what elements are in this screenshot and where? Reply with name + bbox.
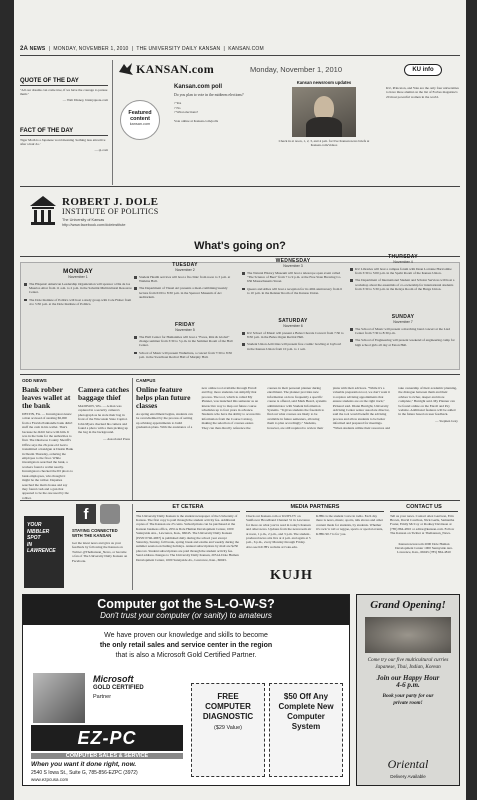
coupon-50-off[interactable] [269,683,343,777]
ezpc-address: 2540 S Iowa St., Suite G, 785-856-EZPC (3972) [31,770,138,776]
day-date: November 3 [283,264,303,268]
odd-news-story-1 [22,386,74,504]
poll-option-yes[interactable]: ? Yes [174,101,182,106]
media-header: MEDIA PARTNERS [290,504,340,510]
opening-line: Come try our five multicultural curries [367,657,449,663]
contact-header: CONTACT US [406,504,442,510]
day-name: THURSDAY [388,254,418,260]
facebook-icon[interactable]: f [76,504,96,524]
odd-news-section [22,378,130,383]
calendar-event: KU School of Music will present a Bales Chorale Concert from 7:30 to 8:30 p.m. in the Bales Organ Recital Hall. [242,331,344,339]
staying-connected-title: STAYING CONNECTED WITH THE KANSAN [72,528,118,538]
quote-header: QUOTE OF THE DAY [20,78,79,84]
calendar-event: The School of Music will present a marching band concert at the Lied Center from 7:30 to 8:30 p.m. [350,327,456,335]
anchor-photo [292,87,356,137]
calendar-event: KU Libraries will host a campus forum with Dean Lorraine Haricombe from 3:30 to 5:00 p.m. in the Spahr Room of the Kansas Union. [350,267,456,275]
calendar-event: School of Music will present Wuhultura, a concert from 7:30 to 8:30 p.m. in the Swarthout Recital Hall of Murphy Hall. [134,351,236,359]
microsoft-badge [93,675,177,702]
story-headline: Camera catches baggage thief [78,386,130,402]
etcetera-body: The University Daily Kansan is the student newspaper of the University of Kansas. The first copy is paid through the student activity fee. Additional copies of The Kansan are 25 cents. Subscriptions can be purchased at the Kansan business office, 2051A Dole Human Development Center, 1000 Sunnyside Ave., Lawrence, Kan., 66045. The University Daily Kansan (ISSN 0746-4967) is published daily during the school year except Saturday, Sunday, fall break, spring break and exams and weekly during the summer session excluding holidays. Annual subscriptions by mail are $250 plus tax. Student subscriptions are paid through the student activity fee. Send address changes to The University Daily Kansan, 2051A Dole Human Development Center, 1000 Sunnyside Av., Lawrence, Kan., 66045. [136,513,239,562]
featured-line3: kansan.com [129,122,151,126]
fact-text: Tiger Moth is a Japanese word meaning 'nothing less attractive after a hair do.' [20,137,106,146]
media-col1: Check out Kansan.com or KUJH-TV on Sunflower Broadband Channel 31 in Lawrence for more on what you've read in today's Kansan and other news. Updates from the newsroom air at noon, 1 p.m., 2 p.m., and 3 p.m. The student-produced news airs live at 4 p.m. and again at 5 p.m., 6 p.m., every Monday through Friday. Also see KUJH's website at tv.ku.edu. [246,514,312,549]
day-date: November 1 [68,275,88,279]
ezpc-footer: When you want it done right, now. [31,761,137,768]
masthead-date: Monday, November 1, 2010 [250,65,342,74]
day-name: FRIDAY [175,322,195,328]
calendar-day-thursday [350,254,456,291]
campus-section [136,378,458,383]
day-name: MONDAY [62,268,94,275]
featured-line2: content [130,116,150,122]
newsroom-caption: Check in at noon, 1, 2, 3, and 4 p.m. for live Kansan news briefs at Kansan.com/videos [278,139,370,148]
delivery-text: Delivery Available [390,774,426,779]
food-photo [365,617,451,653]
etcetera-header: ET CETERA [172,504,204,510]
calendar-day-tuesday [134,262,236,299]
ku-info-text: KU, Princeton, and Yale are the only four universities to have three alumni on the list of Forbes magazine's 20 most powerful women in the world. [386,86,459,99]
featured-content-badge [120,100,160,140]
calendar-event: The Dole Institute of Politics will host a study group with Cole Fisher from 4 to 5:30 p.m. at the Dole Institute of Politics. [24,298,132,306]
poll-option-no[interactable]: ? No [174,105,181,110]
calendar-event: The School of Engineering will present weekend of engineering camp for high school girls all day at Eaton Hall. [350,338,456,346]
page-number: 2A [20,46,29,52]
calendar-day-sunday [350,314,456,347]
contact-us [390,504,458,555]
calendar-day-monday [24,268,132,306]
day-date: November 7 [393,320,413,324]
dole-institute-banner [28,194,248,230]
featured-line1: Featured [128,110,152,116]
calendar-title: What's going on? [194,240,286,252]
quote-text: "All our dreams can come true, if we have the courage to pursue them." [20,87,108,96]
kansan-poll [174,84,266,123]
newsroom-title: Kansan newsroom updates [296,80,352,85]
ku-info-logo: KU info [404,64,442,76]
dole-building-icon [28,194,58,226]
newsroom-updates [272,80,376,148]
staying-connected [72,528,128,563]
ezpc-logo: EZ-PC [31,725,183,751]
story-credit: — Associated Press [103,436,130,441]
poll-title: Kansan.com poll [174,84,223,90]
ezpc-body-line: that is also a Microsoft Gold Certified Partner. [115,652,257,659]
kujh-logo: KUJH [270,568,313,583]
calendar-event: Student Union Activities will present free cosmic bowling at Jaybowl in the Kansas Union from 10 p.m. to 1 a.m. [242,342,344,350]
day-date: November 2 [175,268,195,272]
jayhawk-logo-icon [118,62,134,76]
campus-credit: — Stephen Gray [435,418,458,423]
calendar-event: The Department of Visual Art presents a meal-combining/weekly lecture from 6:00 to 8:30 p.m. in the Spencer Museum of Art auditorium. [134,286,236,299]
dole-institute-name: INSTITUTE OF POLITICS [62,207,159,216]
ms-partner: Partner [93,694,112,700]
day-name: WEDNESDAY [275,258,311,264]
coupon-value: ($29 Value) [213,725,243,731]
section-name: NEWS [29,46,46,52]
social-icons [70,504,130,530]
ezpc-body-line: We have proven our knowledge and skills to become [104,632,268,639]
twitter-icon[interactable] [100,504,120,524]
story-headline: Bank robber leaves wallet at the bank [22,386,71,410]
media-partners [246,504,384,514]
day-name: SATURDAY [278,318,308,324]
day-name: SUNDAY [391,314,415,320]
fact-of-the-day [20,128,108,153]
grand-opening-headline: Grand Opening! [370,599,446,611]
opening-line: Book your party for our [382,693,434,699]
day-date: November 4 [393,260,413,264]
grand-opening-ad[interactable] [356,594,460,786]
calendar-event: Student Health services will host a flu clinic from noon to 3 p.m. at Watkins Hall. [134,275,236,283]
calendar-event: The Department of International Student and Scholar Services will host a workshop about the essentials of co-ownership for international students from 3:30 to 5:30 p.m. in the Relays Room of the Burge Union. [350,278,456,291]
contact-address: Kansan newsroom 2000 Dole Human Development Center 1000 Sunnyside Ave. Lawrence, Kan., 66045 (785) 864-4810 [395,541,453,555]
day-date: November 6 [283,324,303,328]
quote-credit: — Walt Disney, brainyquote.com [62,98,108,103]
promo-line: YOUR [27,522,42,528]
calendar-event: The Hispanic American Leadership Organization will sponsor a Día de los Muertos Altar from 11 a.m. to 2 p.m. in the Sabatini Multicultural Resource Center. [24,282,132,295]
kansan-masthead [118,60,380,80]
campus-header: CAMPUS [136,378,156,383]
laptop-image [33,673,85,723]
calendar-day-saturday [242,318,344,351]
poll-option-what[interactable]: ? What elections? [174,110,199,115]
story-body: DESTIN, Fla. — Investigators knew a man accused of stealing $6,000 from a Florida Panhandle bank didn't stuff the cash in his wallet. That's because he didn't have with him. It was in the bank for the authorities to find. The Okaloosa County Sheriff's Office says the 26-year-old Geico transmitted a handgun at Destin Bank in Destin Thursday, ordering the employee to the floor. While investigators searched the bank, a workers found a wallet nearby. Investigators checked the ID photo to bank employees, who thought it might be the robber. Deputies searched the man's house and say they found cash and a gun that appeared to be the one used by the robber. [22,412,74,500]
ezpc-headline: Computer got the S-L-O-W-S? [23,595,349,619]
folio: 2A NEWS | MONDAY, NOVEMBER 1, 2010 | THE UNIVERSITY DAILY KANSAN | KANSAN.COM [20,46,264,52]
contact-body: Tell us your news. Contact Alex Garrison, Erin Brown, David Cawthon, Nick Gerik, Samantha Foster, Emily McCoy or Rodney Devinson at (785) 864-4810 or editor@kansan.com. Follow The Kansan on Twitter at TheKansan_News. [390,513,455,536]
coupon-title: $50 Off Any Complete New Computer System [278,692,334,731]
promo-line: IN [27,541,32,548]
calendar-day-friday [134,322,236,359]
fact-header: FACT OF THE DAY [20,128,74,134]
ezpc-url[interactable]: www.ezpcusa.com [31,777,69,782]
calendar-day-wednesday [242,258,344,295]
promo-line: LAWRENCE [27,548,56,554]
dole-name: ROBERT J. DOLE [62,196,159,208]
ezpc-subheadline: Don't trust your computer (or sanity) to amateurs [23,611,349,625]
day-date: November 5 [175,328,195,332]
oriental-logo: Oriental [387,757,429,771]
calendar-event: The Hall Center for Humanities will host a "Faces, Ritz & Global" change seminar from 3:30 to 5 p.m. in the Seminar Room of the Hall Center. [134,335,236,348]
odd-news-story-2 [78,386,130,498]
calendar-event: Queers and Allies will host a reception for its 40th anniversary from 6 to 10 p.m. in the Reisner Room of the Kansas Union. [242,287,344,295]
odd-news-header: ODD NEWS [22,378,47,383]
poll-footer: Vote online at Kansan.com/polls [174,118,219,123]
et-cetera [136,504,240,586]
ezpc-ad[interactable] [22,594,350,786]
folio-site: KANSAN.COM [228,46,264,52]
media-col2: KJHK is the student voice in radio. Each day there is news, music, sports, talk shows and other content made for students, by students. Whether it's rock 'n roll or reggae, sports or special events, KJHK 90.7 is for you. [316,514,384,536]
newspaper-page [14,0,466,800]
story-body: MADISON, Wis. — A man was captured in a security camera's photograph as he stole their bag in front of the Wisconsin State Capitol. John Myers checked his camera and found a photo with a man picking up the bag in the background. [78,404,129,435]
ezpc-body-line: the only retail sales and service center in the region [99,642,273,649]
opening-line: private room! [393,700,423,706]
opening-line: 4-6 p.m. [396,681,420,689]
coupon-free-diagnostic[interactable] [191,683,265,777]
quote-of-the-day [20,78,108,103]
promo-line: NIBBLER [27,528,50,535]
coupon-title: FREE COMPUTER DIAGNOSTIC [202,692,254,721]
campus-body: As spring enrollment begins, students can be overwhelmed by the process of setting up advising appointments to build graduation plans. With the assistance of a new online tool available through Enroll and Pay, more students can simplify that process. The tool, which is called My Planner, was launched this semester as an interactive way to map out future course schedules up to four years in advance. Students who have the ability to access this information from the Course Catalog, making the selection of courses easier. They can then directly reference the courses in their personal planner during enrollment. The planner provides new information on how frequently a specific course is offered, said Mark Beard, systems administrator with Student Information Systems. "It gives students the freedom to find out what courses are likely to be available in future semesters, allowing them to plan accordingly." Students, however, are still required to review their plans with their advisors. "While it's a valuable preparation tool, we don't want it to replace advising appointments that ensure students are on the right track," Pickerel said. Diann Burright, University Advising Center senior associate director, said the tool would benefit the advising process and allow students to be better informed and prepared for meetings. "When students utilize their resources and take ownership of their academic planning, the dialogue between them and their advisor is richer, deeper and more complete," Burright said. My Planner can be found online on the Enroll and Pay website. Additional features will be added in the future based on user feedback. [136,386,457,430]
kansan-logo: KANSAN.com [136,62,214,76]
calendar-event: The Natural History Museum will host a telescope open event called "The Science of Beer" from 7 to 9 p.m. at the Free State Brewing Co. 636 Massachusetts Street. [242,271,344,284]
campus-story [136,386,458,498]
ms-gold: GOLD CERTIFIED [93,685,144,691]
ms-name: Microsoft [93,674,134,684]
opening-line: Join our Happy Hour [376,674,440,682]
poll-question: Do you plan to vote in the midterm elections? [174,93,244,97]
ezpc-tagline: COMPUTER SALES & SERVICE [31,753,183,759]
folio-date: MONDAY, NOVEMBER 1, 2010 [53,46,129,52]
ku-info [386,64,460,99]
opening-line: Japanese, Thai, Indian, Korean [375,664,441,670]
dole-university: The University of Kansas [62,218,105,222]
fact-credit: — qi.com [94,148,108,153]
day-name: TUESDAY [172,262,198,268]
campus-headline: Online feature helps plan future classes [136,386,191,410]
folio-paper: THE UNIVERSITY DAILY KANSAN [136,46,221,52]
promo-line: SPOT [27,535,41,541]
promo-box [24,516,64,588]
staying-connected-body: Get the latest news and give us your feedback by following the Kansan on Twitter @TheKansan_News, or become a fan of The University Daily Kansan on Facebook. [72,541,128,563]
dole-url[interactable]: http://www.facebook.com/doleinstitute [62,223,126,227]
